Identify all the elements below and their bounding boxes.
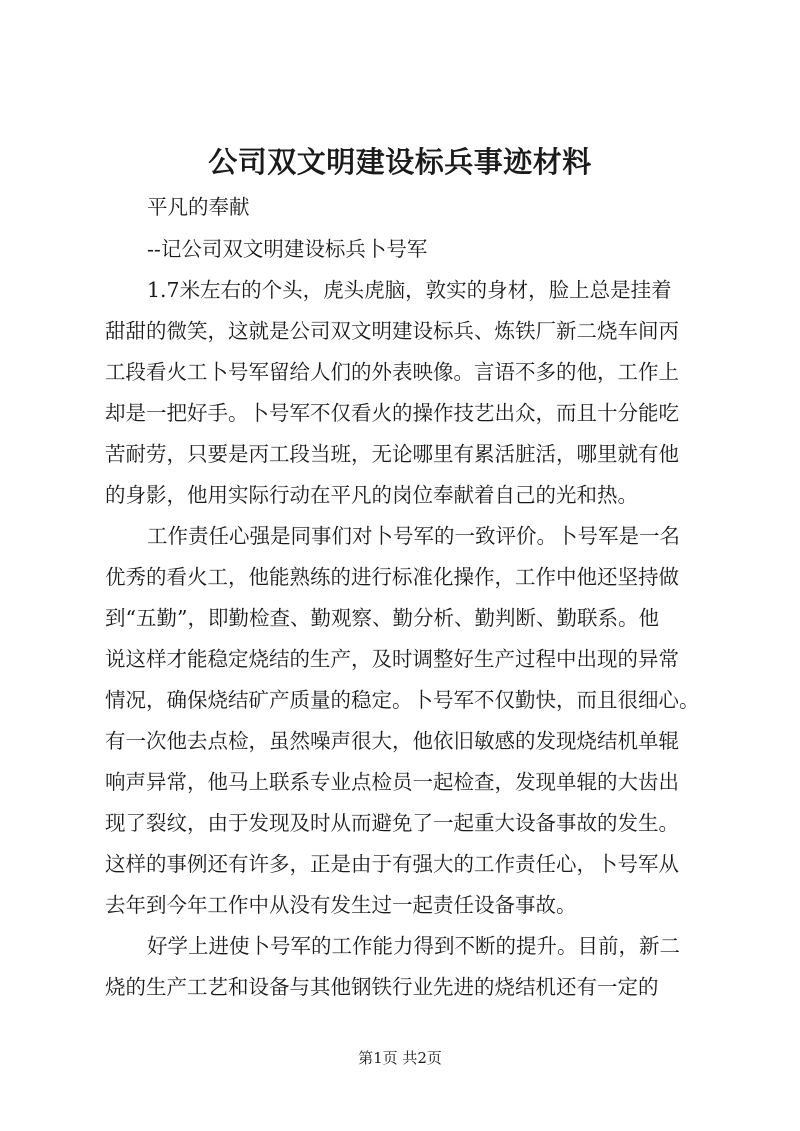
document-title: 公司双文明建设标兵事迹材料 — [208, 145, 592, 179]
body-line: 情况，确保烧结矿产质量的稳定。卜号军不仅勤快，而且很细心。 — [105, 688, 700, 712]
body-line: 现了裂纹，由于发现及时从而避免了一起重大设备事故的发生。 — [105, 811, 679, 835]
body-line: 却是一把好手。卜号军不仅看火的操作技艺出众，而且十分能吃 — [105, 401, 679, 425]
document-dedication: --记公司双文明建设标兵卜号军 — [147, 237, 428, 261]
body-line: 有一次他去点检，虽然噪声很大，他依旧敏感的发现烧结机单辊 — [105, 729, 679, 753]
body-line: 工段看火工卜号军留给人们的外表映像。言语不多的他，工作上 — [105, 360, 679, 384]
body-line: 1.7米左右的个头，虎头虎脑，敦实的身材，脸上总是挂着 — [147, 278, 672, 302]
body-line: 这样的事例还有许多，正是由于有强大的工作责任心，卜号军从 — [105, 852, 679, 876]
page-footer: 第1页 共2页 — [358, 1049, 442, 1067]
body-line: 烧的生产工艺和设备与其他钢铁行业先进的烧结机还有一定的 — [105, 975, 659, 999]
body-line: 工作责任心强是同事们对卜号军的一致评价。卜号军是一名 — [147, 524, 680, 548]
document-subtitle: 平凡的奉献 — [147, 195, 250, 219]
body-line: 甜甜的微笑，这就是公司双文明建设标兵、炼铁厂新二烧车间丙 — [105, 319, 679, 343]
body-line: 的身影，他用实际行动在平凡的岗位奉献着自己的光和热。 — [105, 483, 638, 507]
body-line: 说这样才能稳定烧结的生产，及时调整好生产过程中出现的异常 — [105, 647, 679, 671]
body-line: 到“五勤”，即勤检查、勤观察、勤分析、勤判断、勤联系。他 — [105, 606, 659, 630]
body-line: 去年到今年工作中从没有发生过一起责任设备事故。 — [105, 893, 577, 917]
body-line: 苦耐劳，只要是丙工段当班，无论哪里有累活脏活，哪里就有他 — [105, 442, 679, 466]
body-line: 优秀的看火工，他能熟练的进行标准化操作，工作中他还坚持做 — [105, 565, 679, 589]
body-line: 响声异常，他马上联系专业点检员一起检查，发现单辊的大齿出 — [105, 770, 679, 794]
body-line: 好学上进使卜号军的工作能力得到不断的提升。目前，新二 — [147, 934, 680, 958]
